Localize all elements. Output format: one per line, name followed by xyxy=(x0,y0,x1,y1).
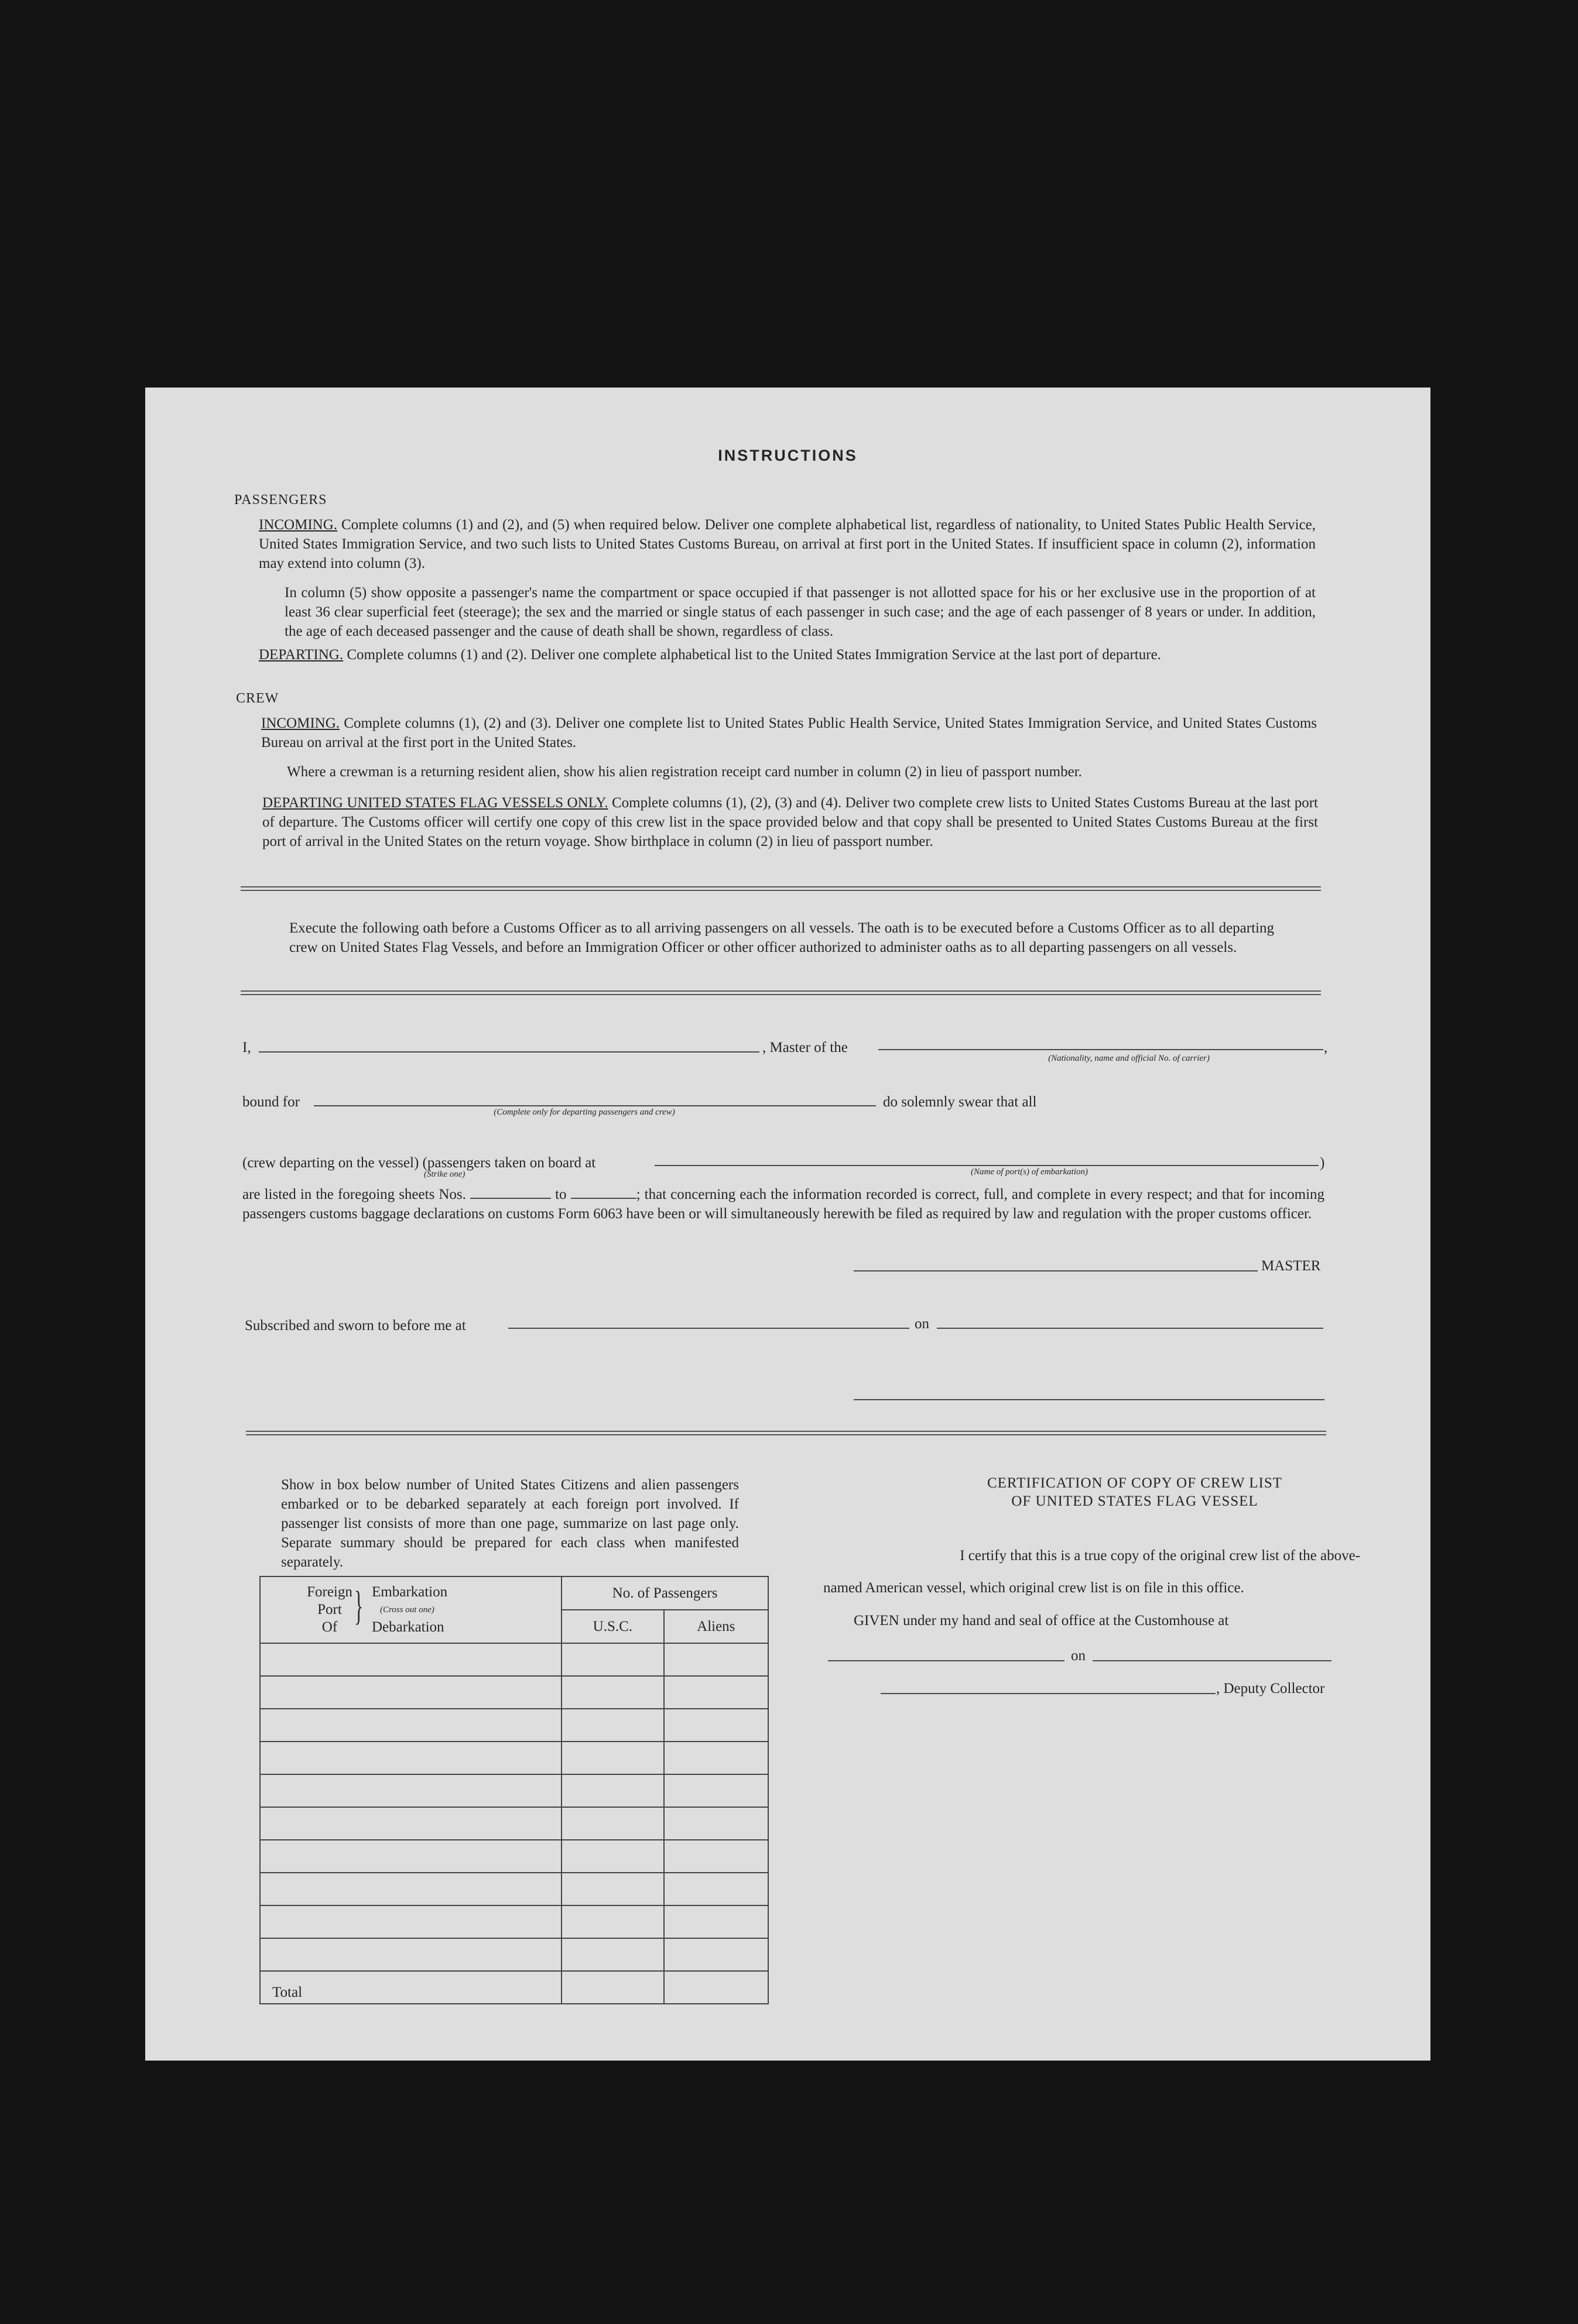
aliens-cell[interactable] xyxy=(664,1676,768,1709)
port-caption: (Name of port(s) of embarkation) xyxy=(971,1167,1088,1177)
embarkation-label: Embarkation xyxy=(372,1584,448,1600)
crew-departing-label: DEPARTING UNITED STATES FLAG VESSELS ONLY. xyxy=(262,795,608,811)
crew-incoming-text: Complete columns (1), (2) and (3). Deliver one complete list to United States Public Health Service, United States Immigration Service, and United States Customs Bureau on arrival at the first port in the United States. xyxy=(261,715,1317,750)
table-row xyxy=(260,1807,768,1840)
bound-for-label: bound for xyxy=(242,1094,300,1110)
passenger-summary-table xyxy=(259,1576,769,2004)
usc-cell[interactable] xyxy=(562,1709,663,1742)
crew-heading: CREW xyxy=(236,691,279,706)
sheet-to-field[interactable] xyxy=(571,1187,636,1199)
usc-cell[interactable] xyxy=(562,1774,663,1807)
crew-incoming-label: INCOMING. xyxy=(261,715,340,731)
sheets-paragraph xyxy=(242,1185,1324,1223)
close-paren: ) xyxy=(1320,1155,1325,1171)
usc-cell[interactable] xyxy=(562,1873,663,1905)
deputy-collector-label: , Deputy Collector xyxy=(1216,1681,1325,1696)
sheets-statement: ; that concerning each the information recorded is correct, full, and complete in every respect; and that for incoming passengers customs baggage declarations on customs Form 6063 have been or will simultaneously herewith be filed as required by law and regulation with the proper customs officer. xyxy=(242,1187,1325,1222)
aliens-cell[interactable] xyxy=(664,1643,768,1676)
page-title: INSTRUCTIONS xyxy=(718,447,858,464)
passengers-incoming-text: Complete columns (1) and (2), and (5) when required below. Deliver one complete alphabetical list, regardless of nationality, to United States Public Health Service, United States Immigration Service, and two such lists to United States Customs Bureau, on arrival at first port in the United States. If insufficient space in column (2), information may extend into column (3). xyxy=(259,517,1316,571)
sheet-from-field[interactable] xyxy=(470,1187,551,1199)
port-cell[interactable] xyxy=(260,1938,562,1971)
cross-out-caption: (Cross out one) xyxy=(380,1605,434,1615)
port-cell[interactable] xyxy=(260,1873,562,1905)
port-cell[interactable] xyxy=(260,1905,562,1938)
master-of-the-label: , Master of the xyxy=(762,1040,848,1055)
certification-title-line1: CERTIFICATION OF COPY OF CREW LIST xyxy=(987,1475,1283,1491)
subscribed-label: Subscribed and sworn to before me at xyxy=(245,1318,466,1334)
certification-title-line2: OF UNITED STATES FLAG VESSEL xyxy=(1011,1493,1258,1509)
table-row xyxy=(260,1873,768,1905)
usc-cell[interactable] xyxy=(562,1938,663,1971)
port-cell[interactable] xyxy=(260,1709,562,1742)
aliens-cell[interactable] xyxy=(664,1873,768,1905)
usc-cell[interactable] xyxy=(562,1643,663,1676)
nationality-caption: (Nationality, name and official No. of carrier) xyxy=(1048,1054,1210,1063)
master-name-field[interactable] xyxy=(259,1051,759,1053)
oath-i-label: I, xyxy=(242,1040,251,1055)
table-row xyxy=(260,1709,768,1742)
passengers-departing-text: Complete columns (1) and (2). Deliver one complete alphabetical list to the United States Immigration Service at the last port of departure. xyxy=(347,647,1161,663)
certify-line2: named American vessel, which original crew list is on file in this office. xyxy=(823,1580,1244,1596)
certification-on-label: on xyxy=(1071,1648,1086,1664)
passengers-departing-paragraph xyxy=(259,645,1316,664)
sheets-label: are listed in the foregoing sheets Nos. xyxy=(242,1187,466,1202)
total-row xyxy=(260,1971,768,2004)
sworn-on-label: on xyxy=(915,1316,929,1332)
usc-header: U.S.C. xyxy=(562,1610,663,1643)
table-row xyxy=(260,1774,768,1807)
usc-total-cell[interactable] xyxy=(562,1971,663,2004)
foreign-label: Foreign xyxy=(307,1584,352,1600)
customhouse-field[interactable] xyxy=(828,1660,1064,1661)
no-of-passengers-header: No. of Passengers xyxy=(562,1576,768,1610)
table-row xyxy=(260,1938,768,1971)
summary-instruction: Show in box below number of United States Citizens and alien passengers embarked or to be debarked separately at each foreign port involved. If passenger list consists of more than one page, summarize on last page only. Separate summary should be prepared for each class when manifested separately. xyxy=(281,1477,739,1570)
solemnly-swear-label: do solemnly swear that all xyxy=(883,1094,1037,1110)
port-header-cell xyxy=(260,1576,562,1643)
aliens-total-cell[interactable] xyxy=(664,1971,768,2004)
table-row xyxy=(260,1840,768,1873)
aliens-cell[interactable] xyxy=(664,1774,768,1807)
passengers-column5-paragraph: In column (5) show opposite a passenger's name the compartment or space occupied if that passenger is not allotted space for his or her exclusive use in the proportion of at least 36 clear superficial feet (steerage); the sex and the married or single status of each passenger in such case; and the age of each passenger of 8 years or under. In addition, the age of each deceased passenger and the cause of death shall be shown, regardless of class. xyxy=(285,585,1316,639)
given-line: GIVEN under my hand and seal of office at the Customhouse at xyxy=(854,1613,1229,1629)
aliens-cell[interactable] xyxy=(664,1807,768,1840)
table-row xyxy=(260,1676,768,1709)
aliens-cell[interactable] xyxy=(664,1709,768,1742)
sworn-date-field[interactable] xyxy=(937,1328,1323,1329)
certification-title xyxy=(912,1474,1357,1510)
certification-date-field[interactable] xyxy=(1093,1660,1331,1661)
passengers-incoming-paragraph xyxy=(259,515,1316,573)
passengers-heading: PASSENGERS xyxy=(234,492,327,508)
table-row xyxy=(260,1643,768,1676)
aliens-cell[interactable] xyxy=(664,1938,768,1971)
master-label: MASTER xyxy=(1261,1258,1321,1274)
port-cell[interactable] xyxy=(260,1742,562,1774)
crew-departing-paragraph xyxy=(262,793,1318,851)
usc-cell[interactable] xyxy=(562,1807,663,1840)
deputy-signature-field[interactable] xyxy=(881,1693,1216,1694)
debarkation-label: Debarkation xyxy=(372,1619,444,1635)
port-cell[interactable] xyxy=(260,1774,562,1807)
certify-line1: I certify that this is a true copy of the original crew list of the above- xyxy=(960,1548,1360,1564)
aliens-header: Aliens xyxy=(664,1610,768,1643)
form-sheet xyxy=(145,388,1430,2061)
port-cell[interactable] xyxy=(260,1676,562,1709)
aliens-cell[interactable] xyxy=(664,1742,768,1774)
strike-one-caption: (Strike one) xyxy=(424,1170,465,1179)
port-cell[interactable] xyxy=(260,1643,562,1676)
of-label: Of xyxy=(321,1619,338,1635)
usc-cell[interactable] xyxy=(562,1905,663,1938)
section-divider xyxy=(241,990,1321,995)
usc-cell[interactable] xyxy=(562,1676,663,1709)
master-signature-field[interactable] xyxy=(854,1270,1258,1271)
sheets-to-label: to xyxy=(555,1187,567,1202)
section-divider xyxy=(246,1431,1326,1435)
oath-instruction: Execute the following oath before a Customs Officer as to all arriving passengers on all vessels. The oath is to be executed before a Customs Officer as to all departing crew on United States Flag Vessels, and before an Immigration Officer or other officer authorized to administer oaths as to all departing passengers on all vessels. xyxy=(289,920,1274,955)
passengers-departing-label: DEPARTING. xyxy=(259,647,344,663)
passengers-incoming-label: INCOMING. xyxy=(259,517,338,533)
officer-signature-field[interactable] xyxy=(854,1399,1324,1400)
aliens-cell[interactable] xyxy=(664,1840,768,1873)
port-label: Port xyxy=(317,1602,342,1617)
complete-caption: (Complete only for departing passengers and crew) xyxy=(494,1108,675,1117)
port-cell[interactable] xyxy=(260,1840,562,1873)
crew-departing-text: Complete columns (1), (2), (3) and (4). Deliver two complete crew lists to United States Customs Bureau at the last port of departure. The Customs officer will certify one copy of this crew list in the space provided below and that copy shall be presented to United States Customs Bureau at the first port of arrival in the United States on the return voyage. Show birthplace in column (2) in lieu of passport number. xyxy=(262,795,1319,849)
table-row xyxy=(260,1905,768,1938)
table-row xyxy=(260,1742,768,1774)
crew-resident-paragraph: Where a crewman is a returning resident alien, show his alien registration receipt card number in column (2) in lieu of passport number. xyxy=(287,764,1082,780)
comma-mark: , xyxy=(1324,1040,1328,1055)
port-of-embarkation-field[interactable] xyxy=(655,1165,1319,1166)
port-cell[interactable] xyxy=(260,1807,562,1840)
usc-cell[interactable] xyxy=(562,1742,663,1774)
carrier-field[interactable] xyxy=(878,1049,1323,1050)
bound-for-field[interactable] xyxy=(314,1105,876,1106)
crew-incoming-paragraph xyxy=(261,714,1317,752)
total-label: Total xyxy=(260,1971,562,2004)
sworn-place-field[interactable] xyxy=(508,1328,909,1329)
usc-cell[interactable] xyxy=(562,1840,663,1873)
brace-glyph: } xyxy=(354,1583,364,1629)
crew-departing-label: (crew departing on the vessel) (passengers taken on board at xyxy=(242,1155,596,1171)
aliens-cell[interactable] xyxy=(664,1905,768,1938)
section-divider xyxy=(241,886,1321,891)
